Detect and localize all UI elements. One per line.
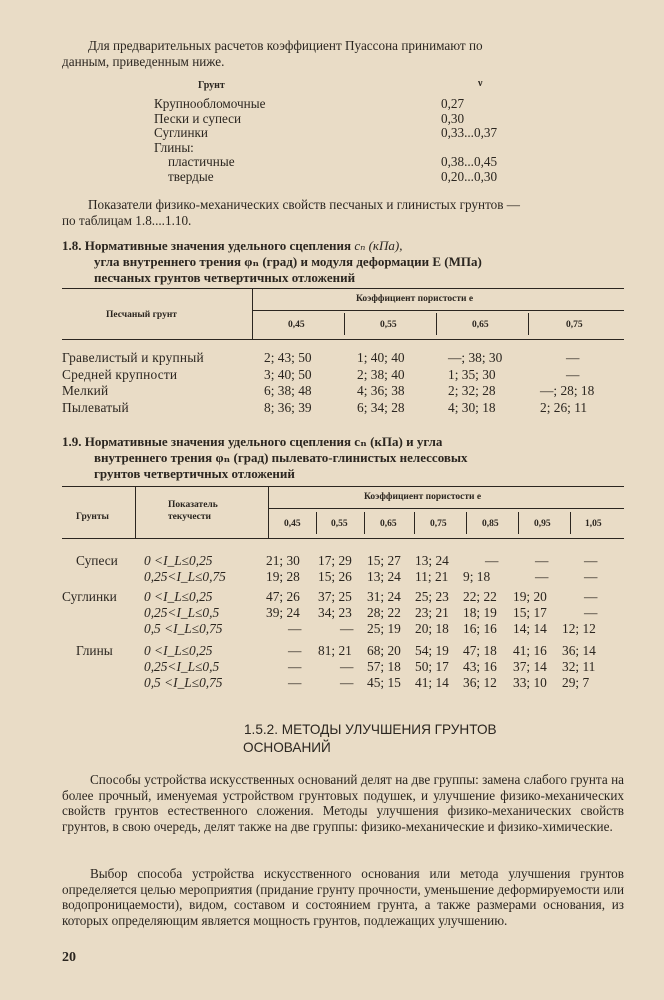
table19-cell: 47; 18 bbox=[463, 643, 497, 658]
table18-cell: 1; 40; 40 bbox=[357, 350, 405, 365]
table19-cell: — bbox=[340, 620, 354, 636]
table18-row-name: Средней крупности bbox=[62, 366, 178, 382]
table19-col-soil: Грунты bbox=[76, 512, 109, 522]
table19-index-range: 0,5 <I_L≤0,75 bbox=[144, 620, 223, 636]
table19-e-header: 0,55 bbox=[331, 519, 348, 529]
table19-e-tick bbox=[466, 512, 467, 534]
table19-cell: — bbox=[584, 568, 598, 584]
table18-title-1-text: 1.8. Нормативные значения удельного сцепления bbox=[62, 238, 352, 253]
table19-col-group: Коэффициент пористости e bbox=[364, 492, 482, 502]
para3: Способы устройства искусственных оснований делят на две группы: замена слабого грунта на более прочный, именуемая устройством грунтовых подушек, и улучшение физико-механических свойств грунтов естественного сложения. Методы улучшения физико-механических свойств грунтов, в свою очередь, делят также на две группы: физико-механические и физико-химические. bbox=[62, 772, 624, 834]
table19-e-header: 1,05 bbox=[585, 519, 602, 529]
table18-cell: 2; 32; 28 bbox=[448, 383, 496, 398]
table18-title-3: песчаных грунтов четвертичных отложений bbox=[94, 270, 356, 285]
table19-title-3: грунтов четвертичных отложений bbox=[94, 466, 295, 481]
table19-cell: 41; 14 bbox=[415, 674, 449, 690]
table18-top-rule bbox=[62, 288, 624, 289]
table19-col-index-1: Показатель bbox=[168, 500, 218, 510]
table19-cell: 37; 14 bbox=[513, 658, 547, 674]
intro-line-2: данным, приведенным ниже. bbox=[62, 54, 225, 69]
table19-index-range: 0 <I_L≤0,25 bbox=[144, 553, 213, 568]
table19-cell: 36; 12 bbox=[463, 674, 497, 690]
table18-e-header: 0,75 bbox=[566, 320, 583, 330]
poisson-row-value: 0,30 bbox=[441, 110, 465, 126]
poisson-row-name: Пески и супеси bbox=[154, 110, 242, 126]
table18-cell: 3; 40; 50 bbox=[264, 366, 312, 382]
table19-cell: 9; 18 bbox=[463, 568, 491, 584]
table18-cell: 2; 43; 50 bbox=[264, 350, 312, 365]
table19-e-tick bbox=[316, 512, 317, 534]
table19-cell: 17; 29 bbox=[318, 553, 352, 568]
poisson-col-nu: ν bbox=[478, 78, 483, 89]
table19-cell: 19; 20 bbox=[513, 589, 547, 604]
table18-header-rule bbox=[62, 339, 624, 340]
table18-group-rule bbox=[252, 310, 624, 311]
table18-title-1-sym: cₙ (кПа), bbox=[354, 238, 403, 253]
table19-cell: — bbox=[288, 643, 302, 658]
table19-cell: 19; 28 bbox=[266, 568, 300, 584]
para2-line-2: по таблицам 1.8....1.10. bbox=[62, 213, 192, 228]
poisson-col-soil: Грунт bbox=[198, 80, 225, 91]
table19-cell: — bbox=[288, 620, 302, 636]
poisson-row-name: Крупнообломочные bbox=[154, 96, 266, 111]
table19-cell: 20; 18 bbox=[415, 620, 449, 636]
table19-index-range: 0,5 <I_L≤0,75 bbox=[144, 674, 223, 690]
table19-cell: — bbox=[535, 568, 549, 584]
table18-vsep-soil bbox=[252, 289, 253, 339]
poisson-row-value: 0,20...0,30 bbox=[441, 169, 498, 184]
poisson-row-value: 0,27 bbox=[441, 96, 465, 111]
table19-cell: 16; 16 bbox=[463, 620, 497, 636]
table19-group-name: Глины bbox=[76, 643, 113, 658]
table19-cell: 33; 10 bbox=[513, 674, 547, 690]
table18-cell: 2; 26; 11 bbox=[540, 399, 588, 415]
table18-cell: 4; 36; 38 bbox=[357, 383, 405, 398]
table19-cell: — bbox=[288, 674, 302, 690]
poisson-row-value: 0,33...0,37 bbox=[441, 125, 498, 141]
table19-cell: 13; 24 bbox=[415, 553, 449, 568]
table19-cell: 43; 16 bbox=[463, 658, 497, 674]
table19-group-name: Супеси bbox=[76, 553, 118, 568]
table19-e-header: 0,85 bbox=[482, 519, 499, 529]
table19-cell: — bbox=[584, 604, 598, 620]
table19-cell: 15; 17 bbox=[513, 604, 547, 620]
table19-cell: 21; 30 bbox=[266, 553, 300, 568]
table19-cell: — bbox=[584, 589, 598, 604]
table19-cell: 32; 11 bbox=[562, 658, 596, 674]
table19-cell: 25; 23 bbox=[415, 589, 449, 604]
table19-cell: 31; 24 bbox=[367, 589, 401, 604]
para2-line-1: Показатели физико-механических свойств песчаных и глинистых грунтов — bbox=[88, 197, 520, 212]
table19-e-header: 0,95 bbox=[534, 519, 551, 529]
table19-cell: 11; 21 bbox=[415, 568, 449, 584]
table18-row-name: Гравелистый и крупный bbox=[62, 350, 204, 365]
table19-e-tick bbox=[364, 512, 365, 534]
table19-group-rule bbox=[268, 508, 624, 509]
table18-cell: 8; 36; 39 bbox=[264, 399, 312, 415]
poisson-row-name: твердые bbox=[168, 169, 214, 184]
table19-cell: 15; 27 bbox=[367, 553, 401, 568]
table19-cell: 36; 14 bbox=[562, 643, 596, 658]
table18-cell: 2; 38; 40 bbox=[357, 366, 405, 382]
table19-vsep-index bbox=[268, 487, 269, 538]
table19-e-header: 0,45 bbox=[284, 519, 301, 529]
table19-index-range: 0,25<I_L≤0,5 bbox=[144, 604, 220, 620]
table19-cell: 37; 25 bbox=[318, 589, 352, 604]
table18-row-name: Пылеватый bbox=[62, 399, 129, 415]
table19-top-rule bbox=[62, 486, 624, 487]
page-number: 20 bbox=[62, 950, 76, 965]
table19-group-name: Суглинки bbox=[62, 589, 117, 604]
table18-row-name: Мелкий bbox=[62, 383, 109, 398]
table19-cell: 54; 19 bbox=[415, 643, 449, 658]
table19-cell: 23; 21 bbox=[415, 604, 449, 620]
table18-col-soil: Песчаный грунт bbox=[106, 310, 177, 320]
table19-title-1: 1.9. Нормативные значения удельного сцепления cₙ (кПа) и угла bbox=[62, 434, 443, 449]
table19-cell: 22; 22 bbox=[463, 589, 497, 604]
table18-cell: — bbox=[566, 366, 580, 382]
table19-index-range: 0,25<I_L≤0,75 bbox=[144, 568, 226, 584]
section-title-1: 1.5.2. МЕТОДЫ УЛУЧШЕНИЯ ГРУНТОВ bbox=[244, 722, 497, 737]
table19-e-tick bbox=[518, 512, 519, 534]
poisson-row-name: Суглинки bbox=[154, 125, 208, 141]
table18-e-tick bbox=[344, 313, 345, 335]
table19-cell: 68; 20 bbox=[367, 643, 401, 658]
table19-vsep-soil bbox=[135, 487, 136, 538]
table19-cell: — bbox=[340, 658, 354, 674]
table19-cell: 81; 21 bbox=[318, 643, 352, 658]
poisson-row-value: 0,38...0,45 bbox=[441, 154, 498, 170]
table18-e-tick bbox=[528, 313, 529, 335]
table19-index-range: 0 <I_L≤0,25 bbox=[144, 643, 213, 658]
table19-title-2: внутреннего трения φₙ (град) пылевато-глинистых нелессовых bbox=[94, 450, 468, 465]
table19-cell: 50; 17 bbox=[415, 658, 449, 674]
table19-cell: 15; 26 bbox=[318, 568, 352, 584]
table19-cell: — bbox=[535, 553, 549, 568]
table19-cell: 12; 12 bbox=[562, 620, 596, 636]
table18-e-header: 0,45 bbox=[288, 320, 305, 330]
table19-cell: 34; 23 bbox=[318, 604, 352, 620]
table19-e-header: 0,65 bbox=[380, 519, 397, 529]
table19-cell: 39; 24 bbox=[266, 604, 300, 620]
table19-cell: 41; 16 bbox=[513, 643, 547, 658]
table19-cell: — bbox=[288, 658, 302, 674]
table18-cell: 6; 38; 48 bbox=[264, 383, 312, 398]
table19-cell: 45; 15 bbox=[367, 674, 401, 690]
table19-cell: 28; 22 bbox=[367, 604, 401, 620]
table19-header-rule bbox=[62, 538, 624, 539]
table19-cell: 25; 19 bbox=[367, 620, 401, 636]
table18-e-header: 0,65 bbox=[472, 320, 489, 330]
poisson-row-name: Глины: bbox=[154, 139, 194, 155]
table18-e-tick bbox=[436, 313, 437, 335]
table19-cell: 13; 24 bbox=[367, 568, 401, 584]
table19-cell: 18; 19 bbox=[463, 604, 497, 620]
intro-line-1: Для предварительных расчетов коэффициент Пуассона принимают по bbox=[88, 38, 483, 53]
table18-title-2: угла внутреннего трения φₙ (град) и модуля деформации E (МПа) bbox=[94, 254, 482, 269]
table19-e-tick bbox=[570, 512, 571, 534]
section-title-2: ОСНОВАНИЙ bbox=[243, 740, 331, 755]
table18-title-1 bbox=[62, 238, 402, 254]
table18-cell: —; 28; 18 bbox=[540, 383, 595, 398]
poisson-row-name: пластичные bbox=[168, 154, 235, 170]
table18-cell: —; 38; 30 bbox=[448, 350, 503, 365]
table18-cell: 4; 30; 18 bbox=[448, 399, 496, 415]
table18-col-group: Коэффициент пористости e bbox=[356, 294, 474, 304]
table19-index-range: 0 <I_L≤0,25 bbox=[144, 589, 213, 604]
table18-cell: — bbox=[566, 350, 580, 365]
table18-cell: 1; 35; 30 bbox=[448, 366, 496, 382]
table19-cell: — bbox=[584, 553, 598, 568]
para4: Выбор способа устройства искусственного основания или метода улучшения грунтов определяется целью мероприятия (придание грунту прочности, уменьшение деформируемости или водопроницаемости), видом, составом и состоянием грунта, а также размерами основания, из которых определяющим является мощность грунтов, подлежащих улучшению. bbox=[62, 866, 624, 928]
table19-col-index-2: текучести bbox=[168, 512, 212, 522]
table19-e-tick bbox=[414, 512, 415, 534]
table19-cell: 29; 7 bbox=[562, 674, 590, 690]
table18-cell: 6; 34; 28 bbox=[357, 399, 405, 415]
table19-cell: 57; 18 bbox=[367, 658, 401, 674]
table19-cell: — bbox=[485, 553, 499, 568]
table19-cell: — bbox=[340, 674, 354, 690]
table19-index-range: 0,25<I_L≤0,5 bbox=[144, 658, 220, 674]
table18-e-header: 0,55 bbox=[380, 320, 397, 330]
table19-cell: 14; 14 bbox=[513, 620, 547, 636]
table19-e-header: 0,75 bbox=[430, 519, 447, 529]
table19-cell: 47; 26 bbox=[266, 589, 300, 604]
